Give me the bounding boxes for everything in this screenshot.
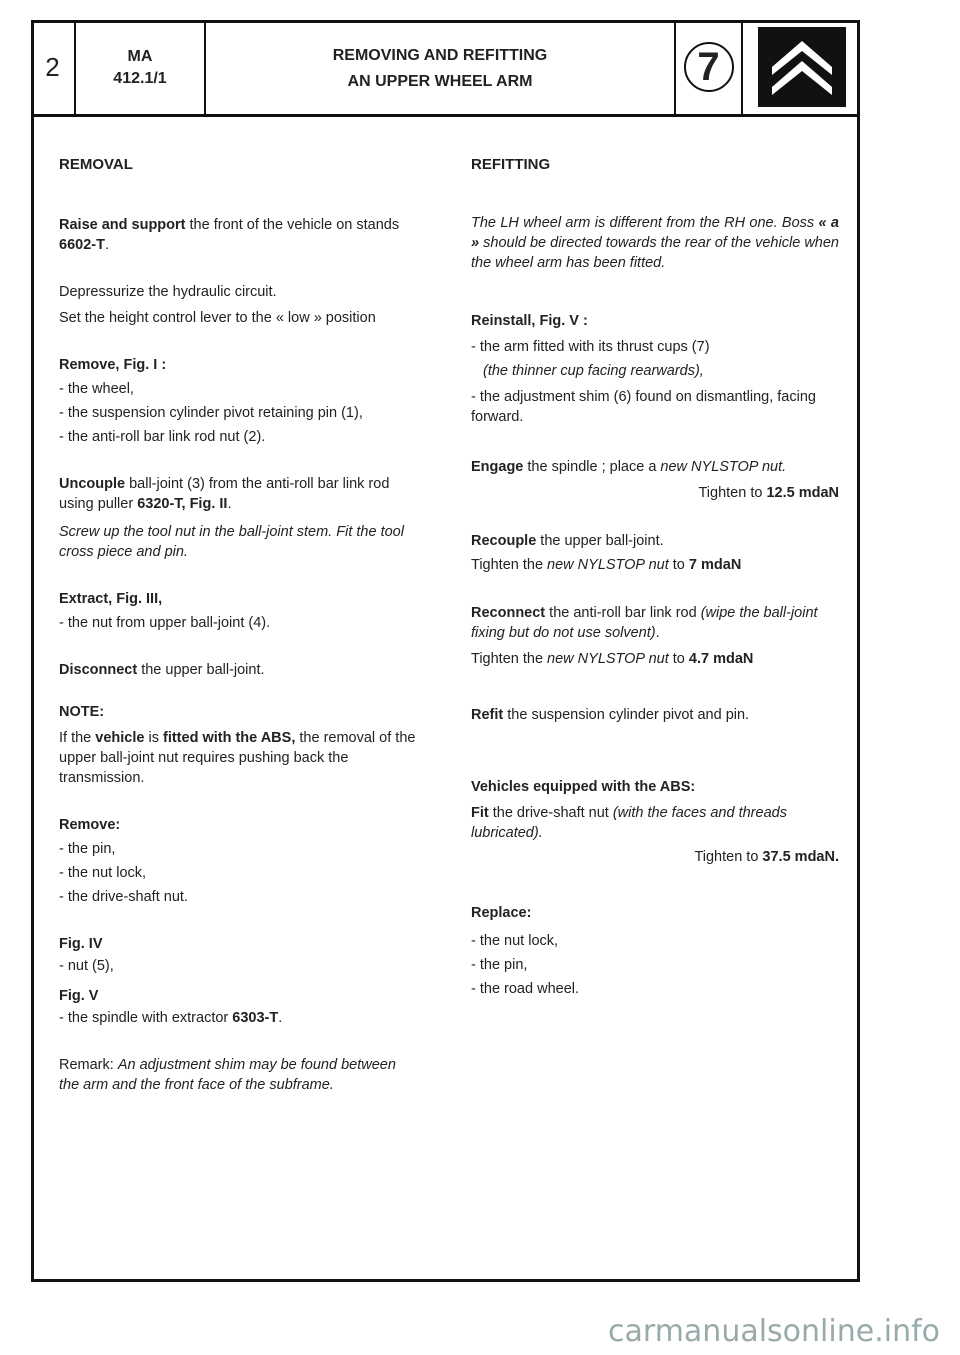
engage-step: Engage the spindle ; place a new NYLSTOP nut. [471,459,787,475]
fig4-title: Fig. IV [59,936,103,952]
title-line-2: AN UPPER WHEEL ARM [347,73,533,90]
remark-text: Remark: An adjustment shim may be found between the arm and the front face of the subframe. [59,1057,396,1093]
abs-title: Vehicles equipped with the ABS: [471,779,696,795]
code-line-2: 412.1/1 [113,70,167,87]
replace-title: Replace: [471,905,532,921]
note-title: NOTE: [59,704,105,720]
refit-step: Refit the suspension cylinder pivot and pin. [471,707,750,723]
page-header [31,20,860,117]
uncouple-step: Uncouple ball-joint (3) from the anti-roll bar link rod using puller 6320-T, Fig. II. [59,476,390,512]
torque-12-5: Tighten to 12.5 mdaN [698,485,839,501]
remove-2-item: - the drive-shaft nut. [59,889,188,905]
torque-7: Tighten the new NYLSTOP nut to 7 mdaN [471,557,742,573]
remove-fig1-item: - the anti-roll bar link rod nut (2). [59,429,266,445]
fig4-item: - nut (5), [59,958,114,974]
brand-logo [743,20,860,114]
torque-37-5: Tighten to 37.5 mdaN. [694,849,839,865]
refit-intro: The LH wheel arm is different from the RH one. Boss « a » should be directed towards the rear of the vehicle when the wheel arm has been fitted. [471,215,839,271]
remove-fig1-title: Remove, Fig. I : [59,357,167,373]
fig5-title: Fig. V [59,988,99,1004]
reinstall-sub-item: (the thinner cup facing rearwards), [483,363,704,379]
height-step: Set the height control lever to the « low » position [59,310,376,326]
removal-column [59,155,419,1095]
remove-2-item: - the nut lock, [59,865,147,881]
refitting-heading: REFITTING [471,156,551,173]
remove-2-item: - the pin, [59,841,116,857]
remove-2-title: Remove: [59,817,121,833]
refitting-column [471,155,839,999]
title-line-1: REMOVING AND REFITTING [332,47,548,64]
reconnect-step: Reconnect the anti-roll bar link rod (wipe the ball-joint fixing but do not use solvent). [471,605,818,641]
page-number: 2 [31,20,76,114]
reinstall-item: - the adjustment shim (6) found on dismantling, facing forward. [471,389,816,425]
note-text: If the vehicle is fitted with the ABS, the removal of the upper ball-joint nut requires pushing back the transmission. [59,730,416,786]
chapter-number: 7 [684,42,734,92]
watermark: carmanualsonline.info [608,1314,940,1349]
document-code [76,20,206,114]
page-title [206,20,676,114]
extract-item: - the nut from upper ball-joint (4). [59,615,271,631]
extract-title: Extract, Fig. III, [59,591,163,607]
replace-item: - the road wheel. [471,981,580,997]
chapter-badge [676,20,743,114]
citroen-double-chevron-icon [758,27,846,107]
remove-fig1-item: - the suspension cylinder pivot retaining pin (1), [59,405,363,421]
reinstall-title: Reinstall, Fig. V : [471,313,588,329]
reinstall-item: - the arm fitted with its thrust cups (7) [471,339,710,355]
removal-heading: REMOVAL [59,156,133,173]
screw-note: Screw up the tool nut in the ball-joint stem. Fit the tool cross piece and pin. [59,524,404,560]
fig5-item: - the spindle with extractor 6303-T. [59,1010,283,1026]
disconnect-step: Disconnect the upper ball-joint. [59,662,265,678]
remove-fig1-item: - the wheel, [59,381,134,397]
recouple-step: Recouple the upper ball-joint. [471,533,664,549]
torque-4-7: Tighten the new NYLSTOP nut to 4.7 mdaN [471,651,754,667]
raise-step: Raise and support the front of the vehicle on stands 6602-T. [59,217,400,253]
replace-item: - the pin, [471,957,528,973]
code-line-1: MA [127,48,153,65]
depressurize-step: Depressurize the hydraulic circuit. [59,284,277,300]
fit-step: Fit the drive-shaft nut (with the faces and threads lubricated). [471,805,787,841]
replace-item: - the nut lock, [471,933,559,949]
